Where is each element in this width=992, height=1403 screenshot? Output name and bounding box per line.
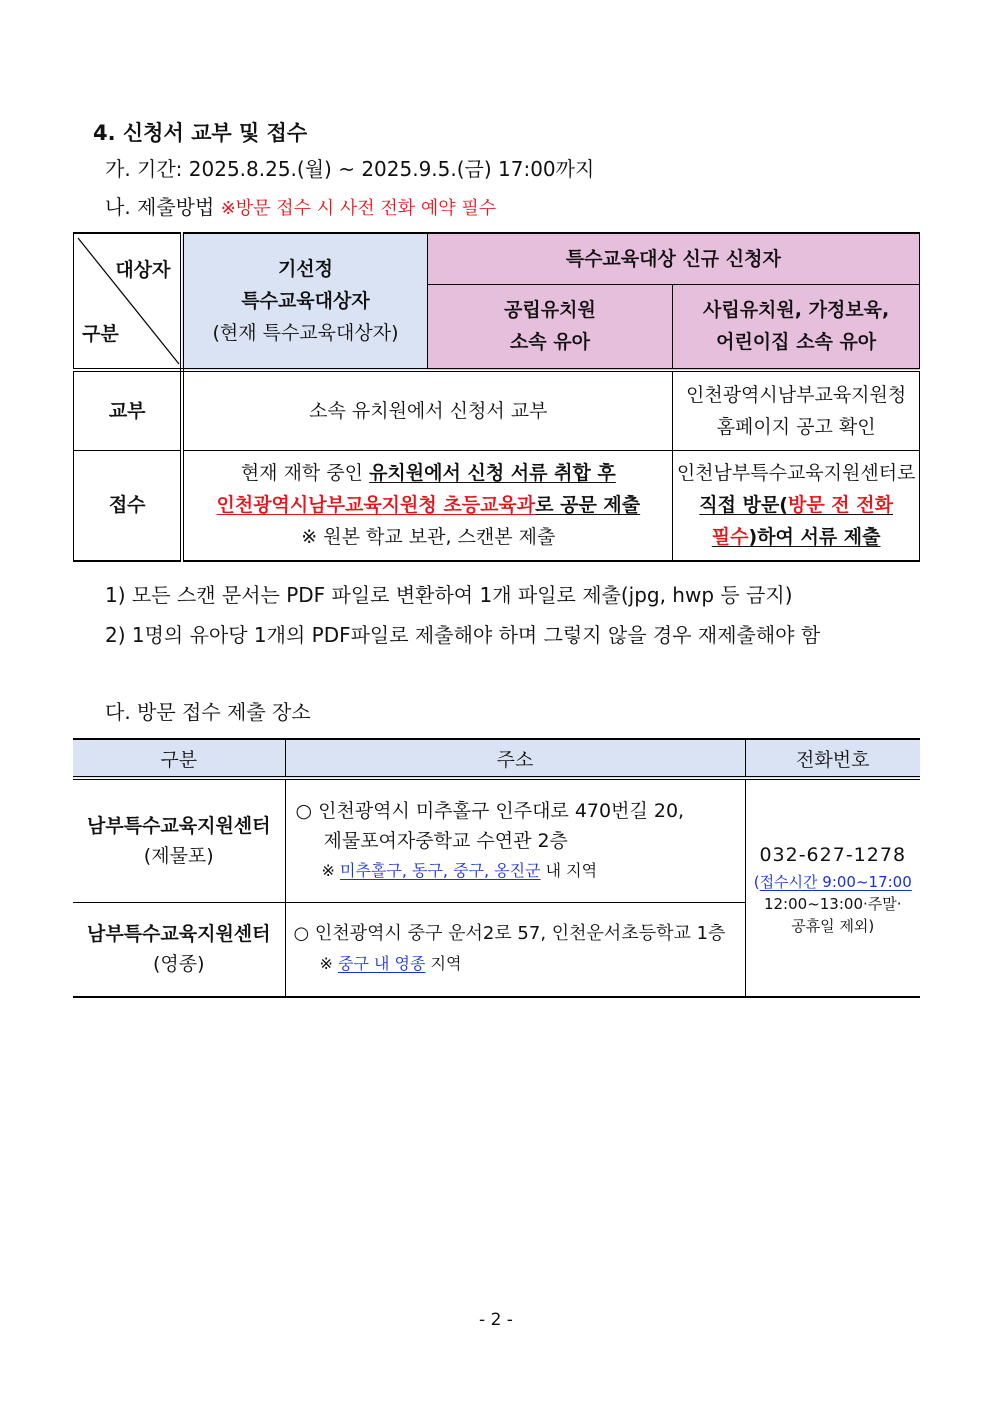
center-jemulpo (73, 778, 285, 902)
hours-line1: (접수시간 9:00~17:00 (753, 873, 912, 891)
col1-line2: 특수교육대상자 (241, 290, 370, 312)
hours-line3: 공휴일 제외) (791, 917, 875, 935)
receive-right-line3: 필수)하여 서류 제출 (711, 526, 881, 549)
section-da-title: 다. 방문 접수 제출 장소 (105, 700, 311, 724)
col-public-header (427, 284, 673, 370)
row-receive-right (673, 450, 920, 561)
method-note: ※방문 접수 시 사전 전화 예약 필수 (220, 198, 497, 219)
address-line2: 제물포여자중학교 수연관 2층 (323, 829, 568, 852)
method-line (105, 191, 496, 220)
section-4-title: 4. 신청서 교부 및 접수 (93, 121, 308, 145)
note-2: 2) 1명의 유아당 1개의 PDF파일로 제출해야 하며 그렇지 않을 경우 재제출해야 함 (105, 623, 821, 647)
header-phone: 전화번호 (745, 739, 920, 778)
issue-right-line1: 인천광역시남부교육지원청 (686, 383, 907, 406)
page-number: - 2 - (479, 1310, 513, 1330)
col-private-header (673, 284, 920, 370)
region-note: ※ 중구 내 영종 지역 (319, 954, 462, 974)
center-name: 남부특수교육지원센터 (86, 814, 271, 837)
note-1: 1) 모든 스캔 문서는 PDF 파일로 변환하여 1개 파일로 제출(jpg, hwp 등 금지) (105, 583, 793, 607)
receive-left-line2: 인천광역시남부교육지원청 초등교육과로 공문 제출 (216, 494, 641, 517)
receive-right-line2: 직접 방문(방문 전 전화 (699, 494, 893, 517)
col1-line3: (현재 특수교육대상자) (212, 322, 399, 344)
col2-line1: 공립유치원 (504, 299, 596, 322)
center-sub: (제물포) (143, 844, 214, 867)
application-table (73, 232, 920, 562)
row-issue-left: 소속 유치원에서 신청서 교부 (182, 370, 672, 450)
col3-line1: 사립유치원, 가정보육, (703, 299, 890, 322)
header-address: 주소 (285, 739, 745, 778)
new-applicant-header: 특수교육대상 신규 신청자 (427, 233, 919, 284)
address-yeongjong (285, 902, 745, 997)
header-category: 구분 (73, 739, 285, 778)
col1-line1: 기선정 (277, 258, 333, 280)
period-line: 가. 기간: 2025.8.25.(월) ~ 2025.9.5.(금) 17:00까지 (105, 157, 595, 181)
hours-line2: 12:00~13:00·주말· (763, 895, 902, 913)
receive-right-line1: 인천남부특수교육지원센터로 (676, 462, 916, 485)
issue-right-line2: 홈페이지 공고 확인 (716, 415, 876, 438)
receive-left-line3: ※ 원본 학교 보관, 스캔본 제출 (301, 526, 556, 549)
corner-cell (74, 233, 183, 370)
row-receive-left (182, 450, 672, 561)
phone-number: 032-627-1278 (759, 844, 907, 866)
location-table (73, 738, 920, 998)
address-line1: ○ 인천광역시 중구 운서2로 57, 인천운서초등학교 1층 (293, 923, 726, 945)
region-note: ※ 미추홀구, 동구, 중구, 옹진군 내 지역 (321, 860, 598, 880)
address-jemulpo (285, 778, 745, 902)
col2-line2: 소속 유아 (509, 331, 590, 354)
phone-cell (745, 778, 920, 997)
receive-left-line1: 현재 재학 중인 유치원에서 신청 서류 취합 후 (240, 462, 616, 485)
row-issue-label: 교부 (74, 370, 183, 450)
center-name: 남부특수교육지원센터 (86, 923, 271, 946)
method-label: 나. 제출방법 (105, 195, 221, 219)
col-existing-header (182, 233, 427, 370)
row-receive-label: 접수 (74, 450, 183, 561)
center-sub: (영종) (152, 953, 205, 976)
col3-line2: 어린이집 소속 유아 (716, 331, 877, 354)
address-line1: ○ 인천광역시 미추홀구 인주대로 470번길 20, (295, 799, 685, 822)
corner-top-label: 대상자 (115, 259, 171, 281)
center-yeongjong (73, 902, 285, 997)
corner-bottom-label: 구분 (82, 323, 119, 345)
row-issue-right (673, 370, 920, 450)
